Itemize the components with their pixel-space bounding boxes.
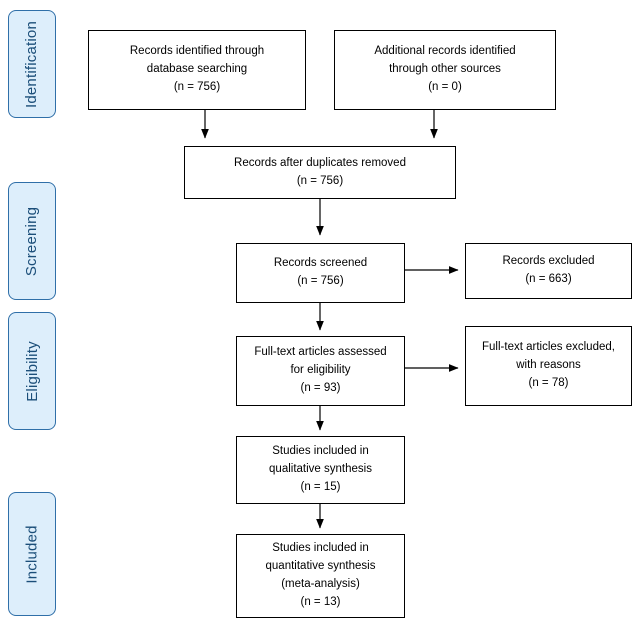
fulltext-excluded-line-2: with reasons bbox=[516, 359, 581, 372]
stage-label-identification bbox=[8, 10, 56, 118]
records-after-duplicates-line-2: (n = 756) bbox=[296, 174, 344, 187]
records-screened-box bbox=[236, 243, 405, 303]
stage-label-included bbox=[8, 492, 56, 616]
stage-label-included-text: Included bbox=[23, 524, 41, 584]
fulltext-assessed-line-2: for eligibility bbox=[290, 364, 351, 377]
records-after-duplicates-line-1: Records after duplicates removed bbox=[234, 156, 406, 169]
qualitative-synthesis-line-2: qualitative synthesis bbox=[269, 463, 372, 476]
qualitative-synthesis-line-1: Studies included in bbox=[272, 445, 369, 458]
quantitative-synthesis-box bbox=[236, 534, 405, 618]
quantitative-synthesis-line-3: (meta-analysis) bbox=[281, 578, 360, 590]
additional-records-line-2: through other sources bbox=[389, 63, 501, 76]
records-screened-line-2: (n = 756) bbox=[297, 275, 344, 287]
fulltext-assessed-line-3: (n = 93) bbox=[300, 381, 341, 394]
qualitative-synthesis-line-3: (n = 15) bbox=[300, 480, 341, 493]
stage-label-screening bbox=[8, 182, 56, 300]
records-identified-line-1: Records identified through bbox=[129, 45, 265, 58]
qualitative-synthesis-box bbox=[236, 436, 405, 504]
records-excluded-line-2: (n = 663) bbox=[525, 273, 572, 285]
records-excluded-box bbox=[465, 243, 632, 299]
stage-label-identification-text: Identification bbox=[23, 20, 41, 108]
stage-label-eligibility bbox=[8, 312, 56, 430]
quantitative-synthesis-line-4: (n = 13) bbox=[300, 595, 341, 608]
stage-label-screening-text: Screening bbox=[23, 206, 41, 276]
records-after-duplicates-box bbox=[184, 146, 456, 199]
fulltext-excluded-line-1: Full-text articles excluded, bbox=[482, 341, 615, 354]
records-identified-line-2: database searching bbox=[146, 63, 248, 76]
quantitative-synthesis-line-2: quantitative synthesis bbox=[265, 560, 376, 573]
records-screened-line-1: Records screened bbox=[273, 257, 368, 270]
additional-records-line-3: (n = 0) bbox=[428, 80, 462, 93]
fulltext-excluded-line-3: (n = 78) bbox=[528, 376, 569, 389]
quantitative-synthesis-line-1: Studies included in bbox=[272, 542, 369, 555]
fulltext-assessed-box bbox=[236, 336, 405, 406]
additional-records-box bbox=[334, 30, 556, 110]
fulltext-excluded-box bbox=[465, 326, 632, 406]
additional-records-line-1: Additional records identified bbox=[374, 45, 516, 58]
records-identified-line-3: (n = 756) bbox=[173, 80, 221, 93]
stage-label-eligibility-text: Eligibility bbox=[23, 340, 41, 402]
records-excluded-line-1: Records excluded bbox=[502, 255, 595, 268]
records-identified-box bbox=[88, 30, 306, 110]
fulltext-assessed-line-1: Full-text articles assessed bbox=[254, 346, 387, 359]
